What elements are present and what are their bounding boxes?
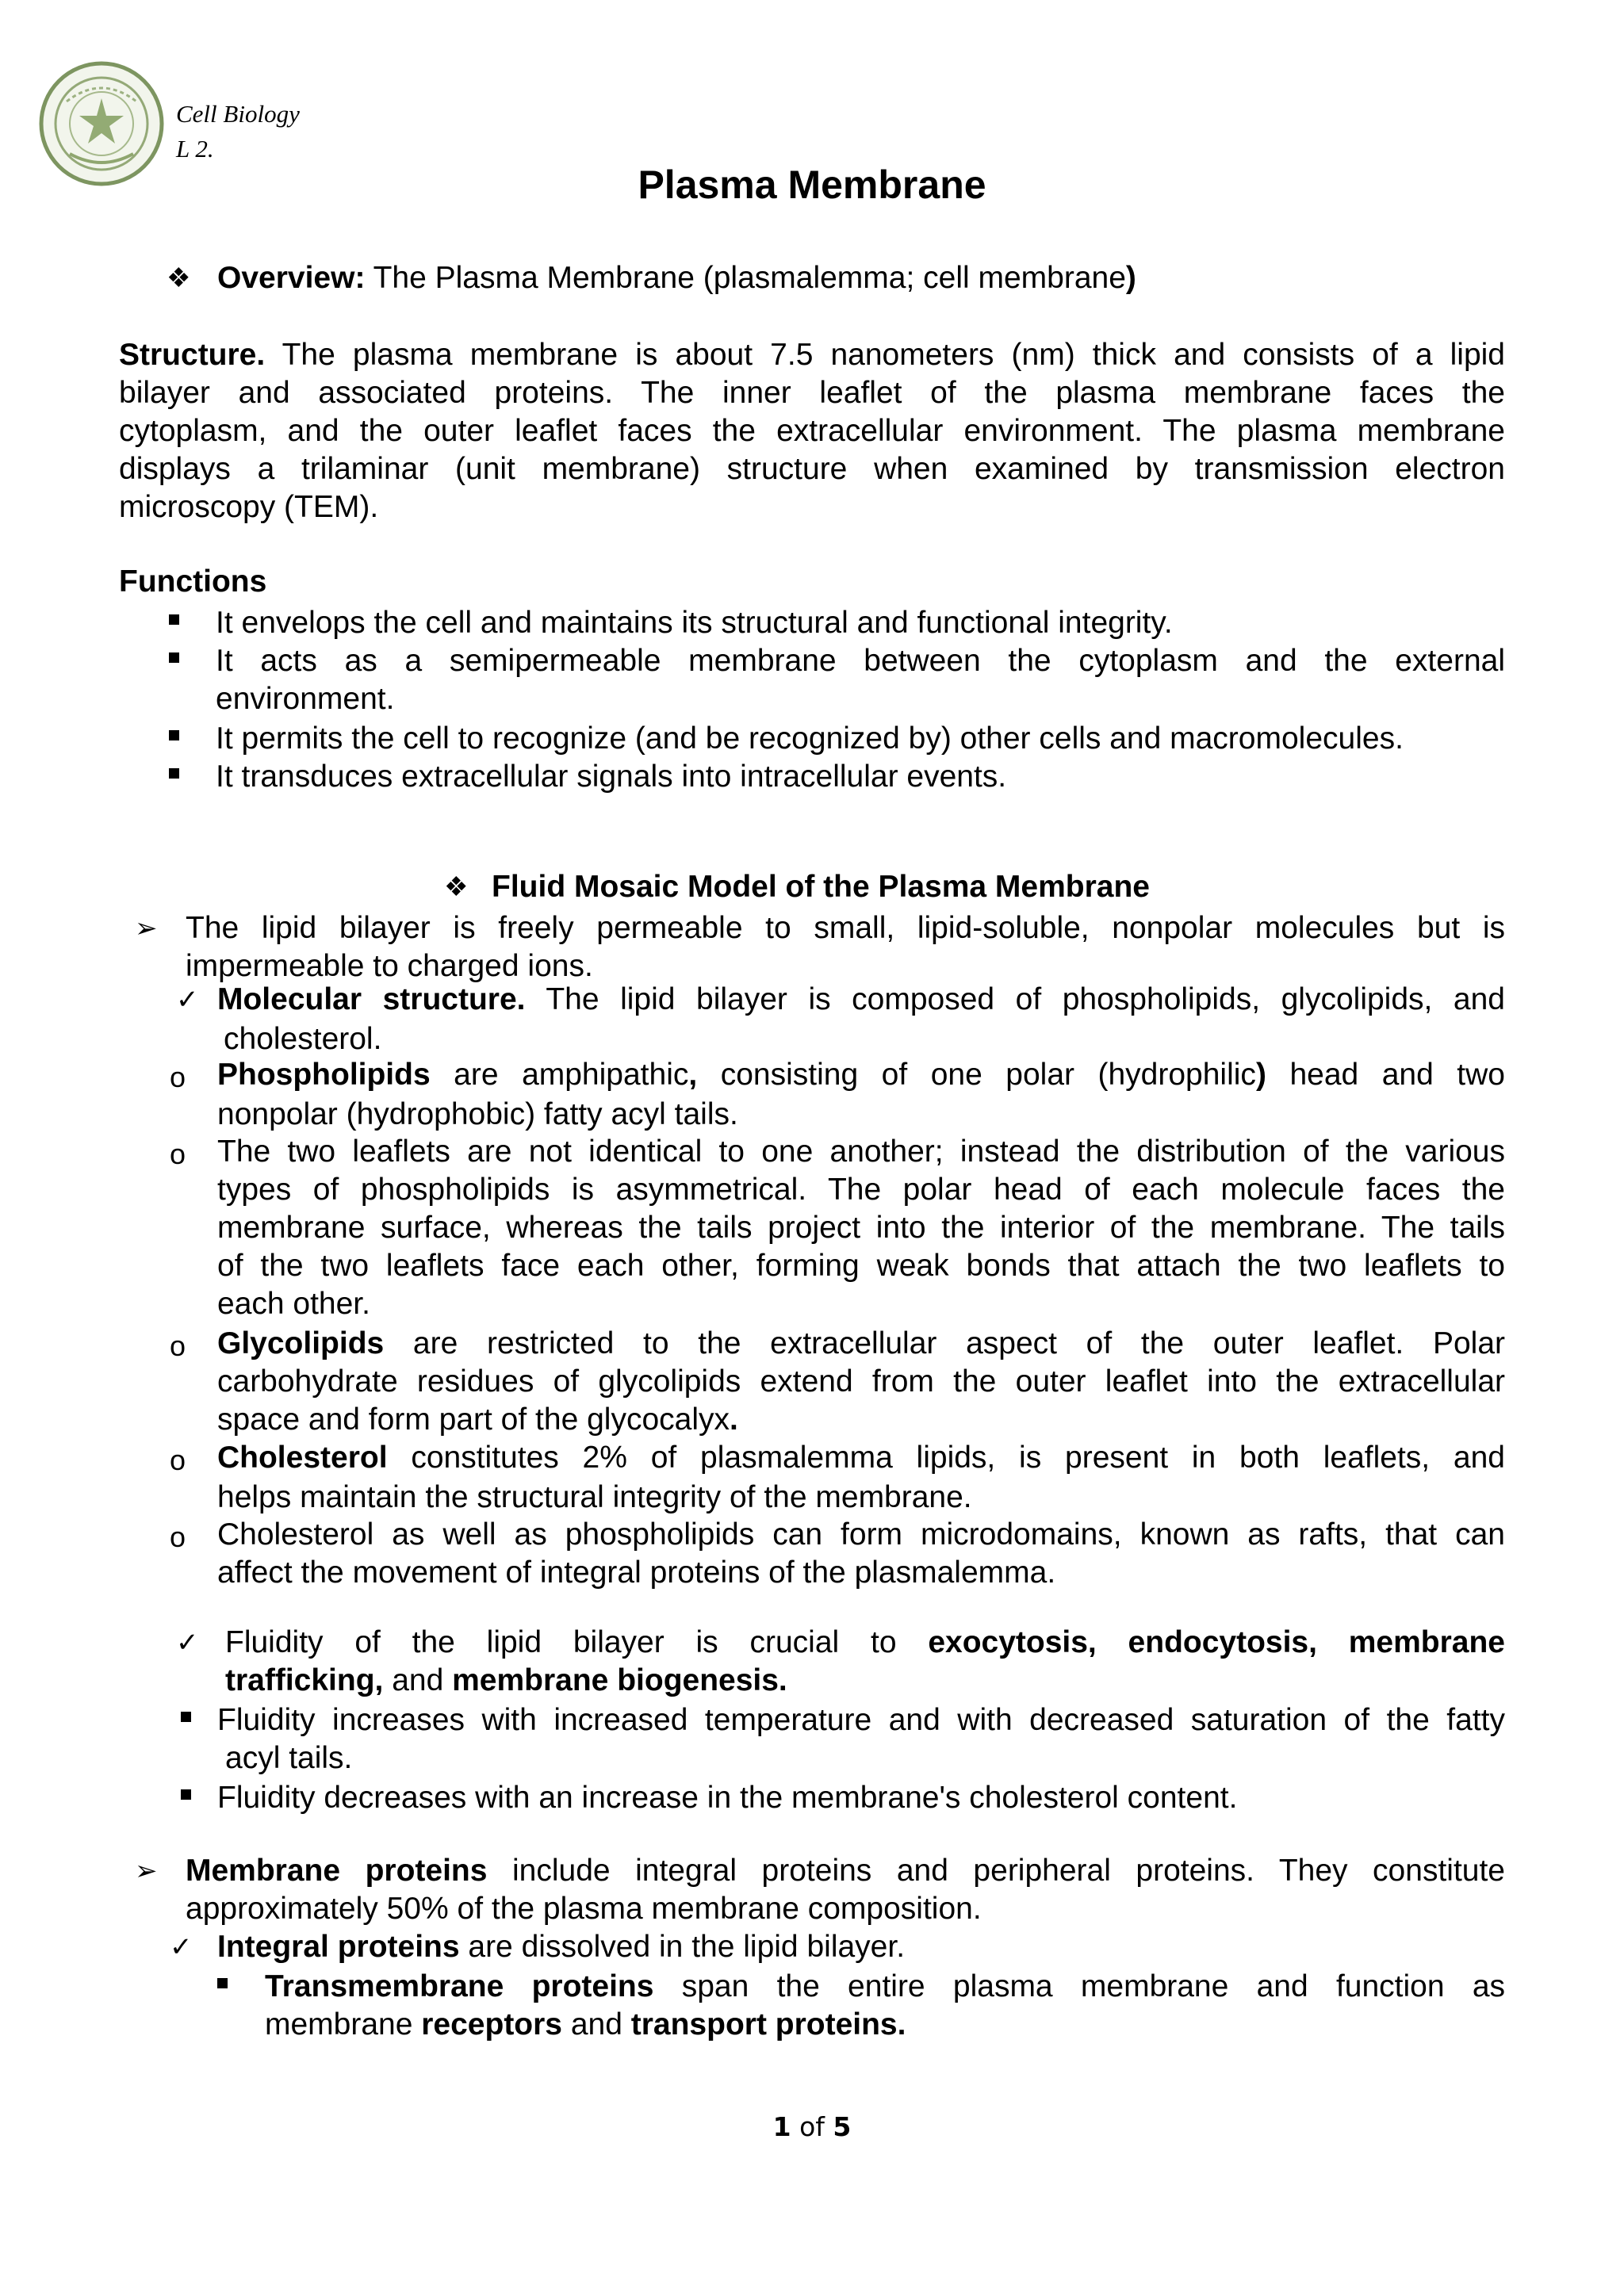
page-number: 1 of 5	[772, 2111, 852, 2142]
diamond-bullet-icon: ❖	[167, 263, 191, 293]
glycolipids-paragraph: Glycolipids are restricted to the extracellular aspect of the outer leaflet. Polar carbohydrate residues of glycolipids extend from the outer leaflet into the extracellular space and form part of the glycocalyx.	[217, 1326, 1505, 1437]
square-bullet-icon	[181, 1712, 191, 1722]
function-item-continued: environment.	[216, 682, 395, 716]
fluidity-increase-line: acyl tails.	[225, 1741, 353, 1775]
cholesterol-paragraph: Cholesterol constitutes 2% of plasmalemma lipids, is present in both leaflets, and helps maintain the structural integrity of the membrane.	[217, 1441, 1505, 1514]
lipid-bilayer-line: impermeable to charged ions.	[186, 949, 593, 983]
square-bullet-icon	[169, 614, 179, 625]
fluidity-increase-line: Fluidity increases with increased temperature and with decreased saturation of the fatty	[217, 1703, 1505, 1737]
phospholipids-line: Phospholipids are amphipathic, consisting of one polar (hydrophilic) head and two	[217, 1058, 1505, 1092]
function-item: It acts as a semipermeable membrane between the cytoplasm and the external	[216, 644, 1505, 678]
leaflets-paragraph: The two leaflets are not identical to one another; instead the distribution of the various types of phospholipids is asymmetrical. The polar head of each molecule faces the membrane surface, whereas the tails project into the interior of the membrane. The tails of the two leaflets face each other, forming weak bonds that attach the two leaflets to each other.	[217, 1135, 1505, 1321]
square-bullet-icon	[169, 768, 179, 779]
arrow-bullet-icon: ➢	[135, 1856, 158, 1886]
circle-bullet-icon: o	[170, 1330, 186, 1362]
circle-bullet-icon: o	[170, 1061, 186, 1093]
circle-bullet-icon: o	[170, 1444, 186, 1476]
diamond-bullet-icon: ❖	[444, 872, 469, 902]
circle-bullet-icon: o	[170, 1521, 186, 1553]
square-bullet-icon	[169, 730, 179, 740]
function-item: It transduces extracellular signals into intracellular events.	[216, 760, 1007, 794]
functions-heading: Functions	[119, 564, 267, 599]
function-item: It permits the cell to recognize (and be recognized by) other cells and macromolecules.	[216, 721, 1404, 756]
membrane-proteins-paragraph: Membrane proteins include integral proteins and peripheral proteins. They constitute approximately 50% of the plasma membrane composition.	[186, 1854, 1505, 1926]
molecular-structure-line: cholesterol.	[224, 1022, 382, 1056]
fluid-mosaic-heading: Fluid Mosaic Model of the Plasma Membrane	[492, 870, 1150, 904]
rafts-paragraph: Cholesterol as well as phospholipids can form microdomains, known as rafts, that can affect the movement of integral proteins of the plasmalemma.	[217, 1517, 1505, 1590]
circle-bullet-icon: o	[170, 1138, 186, 1170]
molecular-structure-line: Molecular structure. The lipid bilayer is composed of phospholipids, glycolipids, and	[217, 982, 1505, 1016]
function-item: It envelops the cell and maintains its structural and functional integrity.	[216, 606, 1173, 640]
phospholipids-line: nonpolar (hydrophobic) fatty acyl tails.	[217, 1097, 738, 1131]
lipid-bilayer-line: The lipid bilayer is freely permeable to small, lipid-soluble, nonpolar molecules but is	[186, 911, 1505, 945]
square-bullet-icon	[181, 1789, 191, 1800]
square-bullet-icon	[169, 652, 179, 663]
checkmark-bullet-icon: ✓	[176, 985, 199, 1015]
page-title: Plasma Membrane	[638, 163, 986, 207]
fluidity-paragraph: Fluidity of the lipid bilayer is crucial to exocytosis, endocytosis, membrane trafficking, and membrane biogenesis.	[225, 1625, 1505, 1697]
square-bullet-icon	[217, 1978, 228, 1988]
structure-paragraph: Structure. The plasma membrane is about 7.5 nanometers (nm) thick and consists of a lipid bilayer and associated proteins. The inner leaflet of the plasma membrane faces the cytoplasm, and the outer leaflet faces the extracellular environment. The plasma membrane displays a trilaminar (unit membrane) structure when examined by transmission electron microscopy (TEM).	[119, 338, 1505, 524]
arrow-bullet-icon: ➢	[135, 913, 158, 943]
overview-line: Overview: The Plasma Membrane (plasmalemma; cell membrane)	[217, 261, 1136, 295]
checkmark-bullet-icon: ✓	[176, 1628, 199, 1658]
fluidity-decrease-line: Fluidity decreases with an increase in the membrane's cholesterol content.	[217, 1781, 1238, 1815]
checkmark-bullet-icon: ✓	[170, 1932, 193, 1962]
integral-proteins-line: Integral proteins are dissolved in the lipid bilayer.	[217, 1930, 906, 1964]
course-label: Cell Biology L 2.	[176, 100, 300, 163]
transmembrane-paragraph: Transmembrane proteins span the entire plasma membrane and function as membrane receptors and transport proteins.	[265, 1969, 1506, 2042]
